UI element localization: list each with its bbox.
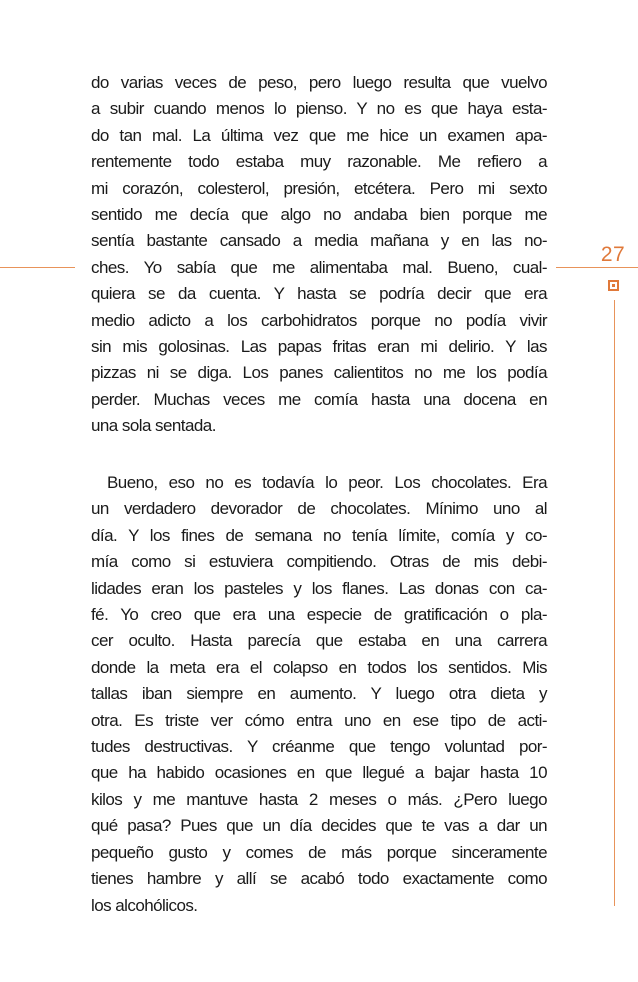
square-marker-icon xyxy=(608,280,619,291)
text-line: Bueno, eso no es todavía lo peor. Los chocolates. Era xyxy=(107,473,547,492)
text-line: mía como si estuviera compitiendo. Otras de mis debi- xyxy=(91,552,547,572)
text-line: sentía bastante cansado a media mañana y en las no- xyxy=(91,231,547,251)
text-line: otra. Es triste ver cómo entra uno en ese tipo de acti- xyxy=(91,710,547,730)
header-rule-left xyxy=(0,267,75,268)
text-line: qué pasa? Pues que un día decides que te vas a dar un xyxy=(91,816,547,836)
text-line: a subir cuando menos lo pienso. Y no es que haya esta- xyxy=(91,99,547,119)
text-line: do tan mal. La última vez que me hice un examen apa- xyxy=(91,125,547,145)
text-line: quiera se da cuenta. Y hasta se podría decir que era xyxy=(91,284,547,304)
text-line: fé. Yo creo que era una especie de gratificación o pla- xyxy=(91,605,547,625)
text-line: tudes destructivas. Y créanme que tengo voluntad por- xyxy=(91,737,547,757)
text-line: lidades eran los pasteles y los flanes. Las donas con ca- xyxy=(91,578,547,598)
text-line: un verdadero devorador de chocolates. Mínimo uno al xyxy=(91,499,547,519)
text-line: mi corazón, colesterol, presión, etcétera. Pero mi sexto xyxy=(91,178,547,198)
text-line: do varias veces de peso, pero luego resulta que vuelvo xyxy=(91,73,547,92)
text-line: tallas iban siempre en aumento. Y luego otra dieta y xyxy=(91,684,547,704)
text-line: donde la meta era el colapso en todos los sentidos. Mis xyxy=(91,657,547,677)
text-line: kilos y me mantuve hasta 2 meses o más. ¿Pero luego xyxy=(91,789,547,809)
text-line: día. Y los fines de semana no tenía límite, comía y co- xyxy=(91,525,547,545)
text-line: sin mis golosinas. Las papas fritas eran mi delirio. Y las xyxy=(91,337,547,357)
text-line: medio adicto a los carbohidratos porque no podía vivir xyxy=(91,310,547,330)
text-line: pequeño gusto y comes de más porque sinceramente xyxy=(91,842,547,862)
text-line: los alcohólicos. xyxy=(91,895,198,915)
margin-vertical-line xyxy=(614,300,615,906)
text-line: perder. Muchas veces me comía hasta una docena en xyxy=(91,389,547,409)
paragraph-1 xyxy=(91,70,547,440)
paragraph-2 xyxy=(91,470,547,919)
header-rule-right xyxy=(556,267,638,268)
page-number: 27 xyxy=(600,243,626,266)
text-line: sentido me decía que algo no andaba bien porque me xyxy=(91,205,547,225)
text-line: rentemente todo estaba muy razonable. Me refiero a xyxy=(91,152,547,172)
text-line: pizzas ni se diga. Los panes calientitos no me los podía xyxy=(91,363,547,383)
text-line: ches. Yo sabía que me alimentaba mal. Bueno, cual- xyxy=(91,257,547,277)
text-line: que ha habido ocasiones en que llegué a bajar hasta 10 xyxy=(91,763,547,783)
text-line: cer oculto. Hasta parecía que estaba en una carrera xyxy=(91,631,547,651)
text-line: tienes hambre y allí se acabó todo exactamente como xyxy=(91,869,547,889)
text-line: una sola sentada. xyxy=(91,416,216,436)
